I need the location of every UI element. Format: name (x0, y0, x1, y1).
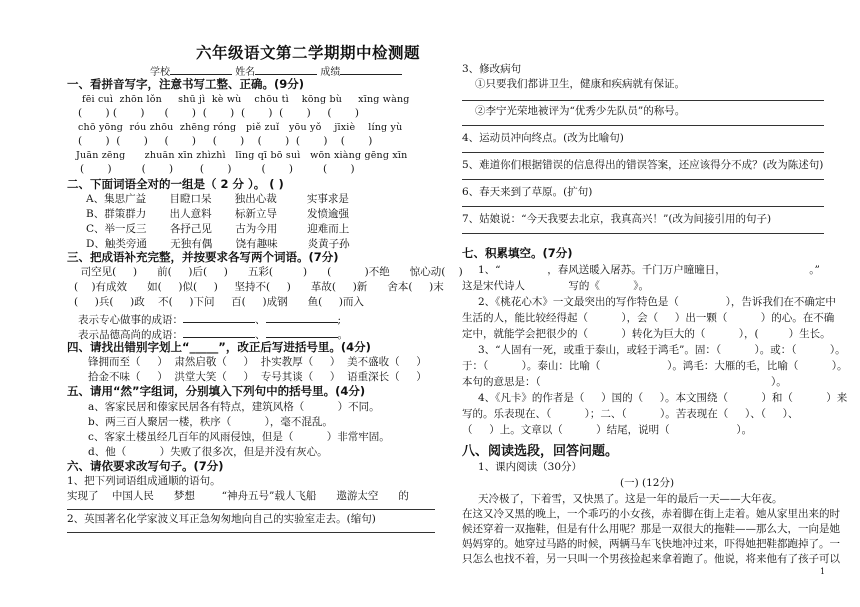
answer-line[interactable] (462, 152, 824, 153)
question-6: 6、春天来到了草原。(扩句) (462, 186, 593, 198)
fill-line-8[interactable]: 本句的意思是：（ ）。 (462, 376, 787, 388)
reading-paragraph: 天冷极了，下着雪，又快黑了。这是一年的最后一天——大年夜。 (478, 493, 783, 505)
answer-row-3[interactable]: ( ) ( ) ( ) ( ) ( ) (80, 163, 355, 175)
answer-line[interactable] (462, 179, 824, 180)
rewrite-words: 实现了 中国人民 梦想 “神舟五号”载人飞船 遨游太空 的 (67, 490, 409, 502)
idiom-row-3[interactable]: ( )兵( )政 不( )下问 百( )成钢 鱼( )而入 (74, 296, 364, 308)
reading-paragraph: 妈妈穿的。她穿过马路的时候，两辆马车飞快地冲过来，吓得她把鞋都跑掉了。一 (462, 538, 840, 550)
sick-sentence-1: ①只要我们都讲卫生，健康和疾病就有保证。 (475, 78, 685, 90)
school-label: 学校 (150, 67, 170, 78)
fill-line-7[interactable]: 于：（ ）。泰山：比喻（ ）。鸿毛：大雁的毛，比喻（ ）。 (462, 360, 848, 372)
question-5: 5、难道你们根据错误的信息得出的错误答案，还应该得分不成？(改为陈述句) (462, 159, 824, 171)
fill-line-6[interactable]: 3、“人固有一死，或重于泰山，或轻于鸿毛”。固：（ ）。或：（ ）。 (478, 344, 846, 356)
answer-row-1[interactable]: ( ) ( ) ( ) ( ) ( ) ( ) ( ) (78, 107, 359, 119)
page-number: 1 (820, 567, 826, 576)
school-field[interactable] (170, 64, 232, 75)
typo-row-2[interactable]: 拾金不味（ ） 洪堂大笑（ ） 专号其谈（ ） 语重深长（ ） (88, 371, 427, 383)
fill-line-5[interactable]: 定中，就能学会把很少的（ ）转化为巨大的（ ），( ）生长。 (462, 328, 831, 340)
fill-line-3[interactable]: 2、《桃花心木》一文最突出的写作特色是（ ），告诉我们在不确定中 (478, 296, 836, 308)
answer-line[interactable] (462, 206, 824, 207)
idiom-row-1[interactable]: 司空见( ) 前( )后( ) 五彩( ) ( )不绝 惊心动( ) (74, 266, 463, 278)
answer-line[interactable] (462, 125, 824, 126)
section-1-heading: 一、看拼音写字，注意书写工整、正确。(9分) (67, 77, 305, 91)
section-2-heading: 二、下面词语全对的一组是（ 2 分 ）。 ( ) (67, 177, 284, 191)
section-7-heading: 七、积累填空。(7分) (462, 246, 573, 260)
answer-line[interactable] (67, 532, 435, 533)
fill-line-11[interactable]: （ ）上。文章以（ ）结尾，说明（ ）。 (462, 424, 753, 436)
section-8-heading: 八、阅读选段，回答问题。 (462, 444, 619, 459)
fill-line-10[interactable]: 写的。乐表现在、（ ）；二、（ ）。苦表现在（ ）、（ ）、 (462, 408, 799, 420)
section-3-heading: 三、把成语补充完整，并按要求各写两个词语。(7分) (67, 250, 339, 264)
ran-sentence-b[interactable]: b、两三百人聚居一楼，秩序（ ），毫不混乱。 (88, 416, 333, 428)
answer-row-2[interactable]: ( ) ( ) ( ) ( ) ( ) ( ) ( ) (78, 135, 373, 147)
reading-subheading: 1、课内阅读（30分） (478, 461, 583, 473)
pinyin-row-3: Juān zēng zhuān xīn zhìzhì līng qī bō suì wōn xiàng gēng xīn (76, 150, 408, 161)
choice-option-a: A、集思广益 目瞪口呆 独出心裁 实事求是 (86, 193, 349, 205)
answer-line[interactable] (462, 100, 824, 101)
section-5-heading: 五、请用“然”字组词，分别填入下列句中的括号里。(4分) (67, 384, 366, 398)
reading-paragraph: 只怎么也找不着，另一只叫一个男孩捡起来拿着跑了。他说，将来他有了孩子可以 (462, 553, 840, 565)
choice-option-b: B、群策群力 出人意料 标新立导 发愤逾强 (86, 208, 349, 220)
choice-option-d: D、触类旁通 无独有偶 饶有趣味 炎黄子孙 (86, 238, 350, 250)
ran-sentence-c[interactable]: c、客家土楼虽经几百年的风雨侵蚀，但是（ ）非常牢固。 (88, 431, 390, 443)
fill-line-9[interactable]: 4、《凡卡》的作者是（ ）国的（ ）。本文围绕（ ）和（ ）来 (478, 392, 848, 404)
name-label: 姓名 (235, 67, 256, 78)
choice-option-c: C、举一反三 各抒己见 古为今用 迎难而上 (86, 223, 350, 235)
focus-idiom-prompt: 表示专心做事的成语： 、 ; (78, 314, 342, 326)
question-7: 7、姑娘说：“今天我要去北京，我真高兴！”(改为间接引用的句子) (462, 213, 772, 225)
name-field[interactable] (255, 64, 317, 75)
fill-line-1[interactable]: 1、“ ，春风送暖入屠苏。千门万户曈曈日， 。” (478, 264, 820, 276)
question-4: 4、运动员冲向终点。(改为比喻句) (462, 132, 624, 144)
reading-paragraph: 候还穿着一双拖鞋，但是有什么用呢？那是一双很大的拖鞋——那么大，一向是她 (462, 523, 840, 535)
score-field[interactable] (340, 64, 402, 75)
ran-sentence-d[interactable]: d、他（ ）失败了很多次，但是并没有灰心。 (88, 446, 328, 458)
section-4-heading: 四、请找出错别字划上“_____”，改正后写进括号里。(4分) (67, 340, 371, 354)
sick-sentence-2: ②李宁光荣地被评为“优秀少先队员”的称号。 (475, 105, 686, 117)
rewrite-question-2: 2、英国著名化学家波义耳正急匆匆地向自己的实验室走去。(缩句) (67, 513, 376, 525)
answer-line[interactable] (67, 509, 435, 510)
section-6-heading: 六、请依要求改写句子。(7分) (67, 459, 224, 473)
score-label: 成绩 (320, 67, 341, 78)
typo-row-1[interactable]: 锋拥而至（ ） 肃然启敬（ ） 扑实教厚（ ） 美不盛收（ ） (88, 356, 427, 368)
fill-line-4[interactable]: 生活的人，能比较经得起（ ），会（ ）出一颗（ ）的心。在不确 (462, 312, 835, 324)
page-title: 六年级语文第二学期期中检测题 (196, 43, 421, 62)
answer-line[interactable] (462, 233, 824, 234)
pinyin-row-2: chō yōng róu zhōu zhēng róng piě zuǐ yōu yǒ jīxiè líng yù (78, 122, 403, 133)
question-3-heading: 3、修改病句 (462, 63, 522, 75)
idiom-row-2[interactable]: ( )有成效 如( )似( ) 坚持不( ) 革故( )新 舍本( )末 (74, 281, 444, 293)
fill-line-2[interactable]: 这是宋代诗人 写的《 》。 (462, 280, 650, 292)
ran-sentence-a[interactable]: a、客家民居和傣家民居各有特点，建筑风格（ ）不同。 (88, 401, 380, 413)
rewrite-question-1: 1、把下列词语组成通顺的语句。 (67, 475, 221, 487)
pinyin-row-1: fēi cuì zhōn lǒn shū jì kè wù chōu tì kōng bù xīng wàng (82, 94, 410, 105)
reading-part-label: (一) (12分) (620, 477, 675, 489)
reading-paragraph: 在这又冷又黑的晚上，一个乖巧的小女孩，赤着脚在街上走着。她从家里出来的时 (462, 508, 840, 520)
virtue-idiom-prompt: 表示品德高尚的成语： 、 。 (78, 329, 348, 341)
